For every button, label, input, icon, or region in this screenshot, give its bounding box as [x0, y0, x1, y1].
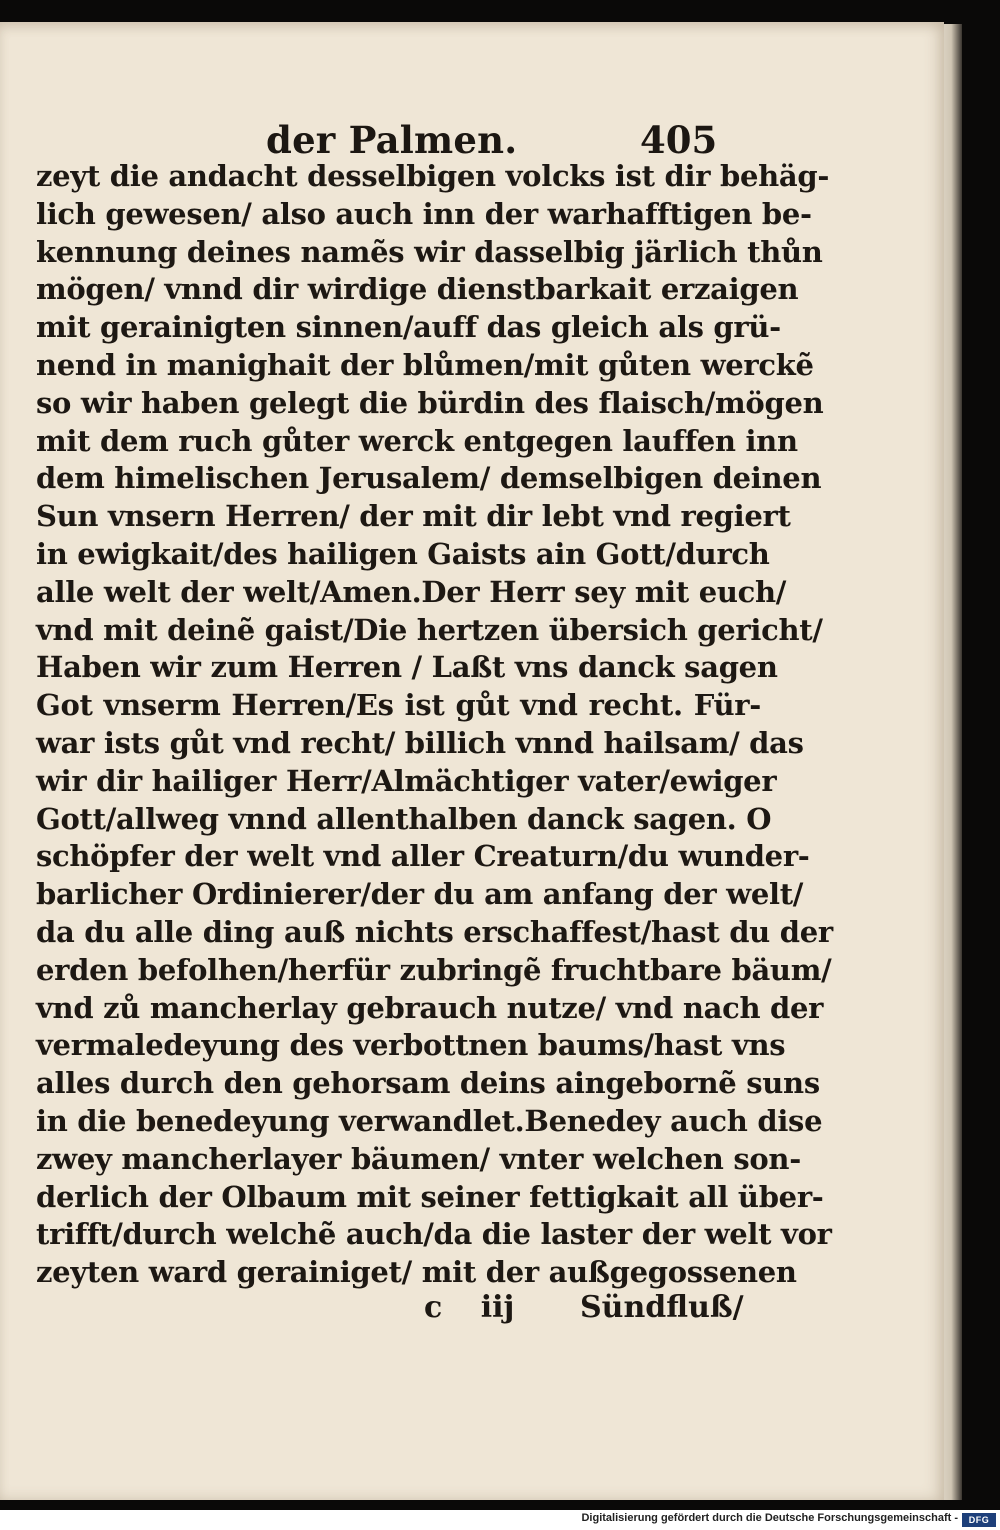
text-line: vnd mit deinẽ gaist/Die hertzen übersich gericht/ — [36, 612, 823, 647]
text-line: barlicher Ordinierer/der du am anfang der welt/ — [36, 877, 804, 912]
text-line: mit gerainigten sinnen/auff das gleich als grü- — [36, 310, 781, 345]
text-line: da du alle ding auß nichts erschaffest/hast du der — [36, 914, 833, 949]
text-line: zeyt die andacht desselbigen volcks ist dir behäg- — [36, 159, 830, 193]
text-line: erden befolhen/herfür zubringẽ fruchtbare bäum/ — [36, 952, 832, 987]
page-number: 405 — [640, 118, 718, 162]
signature-mark: c iij — [424, 1290, 515, 1325]
text-line: war ists gůt vnd recht/ billich vnnd hailsam/ das — [36, 725, 804, 760]
catchword: Sündfluß/ — [580, 1290, 744, 1325]
text-line: wir dir hailiger Herr/Almächtiger vater/ewiger — [36, 763, 777, 798]
page-header — [0, 118, 944, 162]
credit-bar — [0, 1510, 1000, 1530]
dfg-logo: DFG — [962, 1513, 996, 1527]
text-line: lich gewesen/ also auch inn der warhafftigen be- — [36, 196, 812, 231]
text-line: trifft/durch welchẽ auch/da die laster der welt vor — [36, 1217, 832, 1252]
body-text — [36, 158, 833, 1292]
text-line: mögen/ vnnd dir wirdige dienstbarkait erzaigen — [36, 272, 799, 307]
text-line: Gott/allweg vnnd allenthalben danck sagen. O — [36, 801, 772, 836]
text-line: in ewigkait/des hailigen Gaists ain Gott/durch — [36, 536, 770, 571]
text-line: schöpfer der welt vnd aller Creaturn/du wunder- — [36, 839, 810, 874]
text-line: so wir haben gelegt die bürdin des flaisch/mögen — [36, 385, 824, 420]
credit-text: Digitalisierung gefördert durch die Deutsche Forschungsgemeinschaft - — [581, 1512, 958, 1524]
text-line: mit dem ruch gůter werck entgegen lauffen inn — [36, 423, 798, 458]
text-line: Haben wir zum Herren / Laßt vns danck sagen — [36, 650, 778, 685]
page-footer — [0, 1290, 944, 1330]
text-line: nend in manighait der blůmen/mit gůten werckẽ — [36, 347, 814, 382]
text-line: vnd zů mancherlay gebrauch nutze/ vnd nach der — [36, 990, 824, 1025]
page-edge — [944, 24, 962, 1500]
text-line: in die benedeyung verwandlet.Benedey auch dise — [36, 1103, 823, 1138]
text-line: Sun vnsern Herren/ der mit dir lebt vnd regiert — [36, 499, 791, 534]
text-line: zwey mancherlayer bäumen/ vnter welchen son- — [36, 1141, 801, 1176]
text-line: vermaledeyung des verbottnen baums/hast vns — [36, 1028, 786, 1063]
text-line: alle welt der welt/Amen.Der Herr sey mit euch/ — [36, 574, 787, 609]
text-line: kennung deines namẽs wir dasselbig järlich thůn — [36, 234, 823, 269]
text-line: zeyten ward gerainiget/ mit der außgegossenen — [36, 1255, 797, 1290]
text-line: dem himelischen Jerusalem/ demselbigen deinen — [36, 461, 822, 496]
text-line: alles durch den gehorsam deins aingebornẽ suns — [36, 1066, 820, 1101]
text-line: Got vnserm Herren/Es ist gůt vnd recht. Für- — [36, 688, 761, 723]
text-line: derlich der Olbaum mit seiner fettigkait all über- — [36, 1179, 824, 1214]
running-head: der Palmen. — [266, 118, 518, 162]
